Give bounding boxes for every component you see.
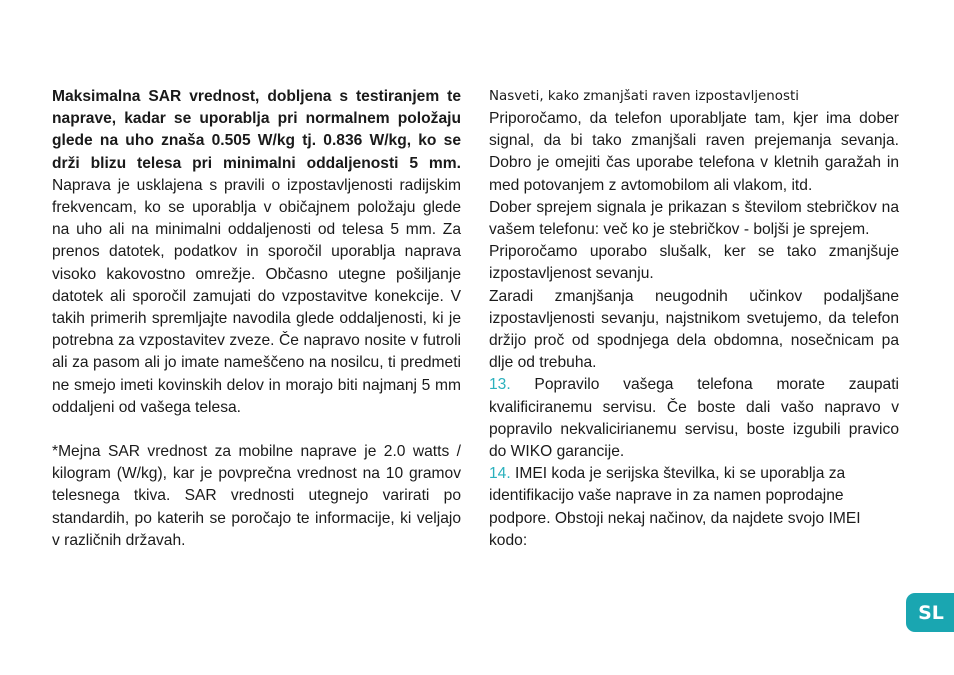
language-tab: SL: [906, 593, 954, 632]
tip-paragraph-3: Priporočamo uporabo slušalk, ker se tako zmanjšuje izpostavljenost sevanju.: [489, 243, 899, 283]
sar-footnote: *Mejna SAR vrednost za mobilne naprave je 2.0 watts / kilogram (W/kg), kar je povprečna vrednost na 10 gramov telesnega tkiva. SAR vrednosti utegnejo varirati po standardih, po katerih se poročajo te informacije, ki veljajo v različnih državah.: [52, 443, 461, 549]
sar-bold-statement: Maksimalna SAR vrednost, dobljena s testiranjem te naprave, kadar se uporablja pri normalnem položaju glede na uho znaša 0.505 W/kg tj. 0.836 W/kg, ko se drži blizu telesa pri minimalni oddaljenosti 5 mm.: [52, 88, 461, 172]
spacer: [52, 419, 461, 441]
item-14: [489, 463, 899, 552]
sar-body-text: Naprava je usklajena s pravili o izpostavljenosti radijskim frekvencam, ko se uporablja v običajnem položaju glede na uho ali na minimalni oddaljenosti od telesa 5 mm. Za prenos datotek, podatkov in sporočil uporablja naprava visoko kakovostno omrežje. Občasno utegne pošiljanje datotek ali sporočil zamujati do vzpostavitve konekcije. V takih primerih spremljajte navodila glede oddaljenosti, ki je potrebna za vzpostavitev zveze. Če napravo nosite v futroli ali za pasom ali jo imate nameščeno na nosilcu, ti predmeti ne smejo imeti kovinskih delov in morajo biti najmanj 5 mm oddaljeni od vašega telesa.: [52, 176, 461, 416]
item-14-text: IMEI koda je serijska številka, ki se uporablja za identifikacijo vaše naprave in za namen poprodajne podpore. Obstoji nekaj načinov, da najdete svojo IMEI kodo:: [489, 465, 861, 549]
item-14-number: 14.: [489, 465, 511, 483]
tip-paragraph-2: Dober sprejem signala je prikazan s številom stebričkov na vašem telefonu: več ko je stebričkov - boljši je sprejem.: [489, 198, 899, 239]
item-13-number: 13.: [489, 376, 511, 394]
item-13: [489, 374, 899, 463]
item-13-text: Popravilo vašega telefona morate zaupati kvalificiranemu servisu. Če boste dali vašo napravo v popravilo nekvalicirianemu servisu, boste izgubili pravico do WIKO garancije.: [489, 376, 899, 461]
right-column: [489, 86, 899, 552]
sar-paragraph: [52, 86, 461, 419]
tip-paragraph-1: Priporočamo, da telefon uporabljate tam, kjer ima dober signal, da bi tako zmanjšali raven prejemanja sevanja. Dobro je omejiti čas uporabe telefona v kletnih garažah in med potovanjem z avtomobilom ali vlakom, itd.: [489, 110, 899, 194]
tip-paragraph-4: Zaradi zmanjšanja neugodnih učinkov podaljšane izpostavljenosti sevanju, najstnikom svetujemo, da telefon držijo proč od spodnjega dela obdomna, nosečnicam pa dlje od trebuha.: [489, 287, 899, 372]
tips-heading: Nasveti, kako zmanjšati raven izpostavljenosti: [489, 89, 799, 104]
left-column: [52, 86, 461, 552]
